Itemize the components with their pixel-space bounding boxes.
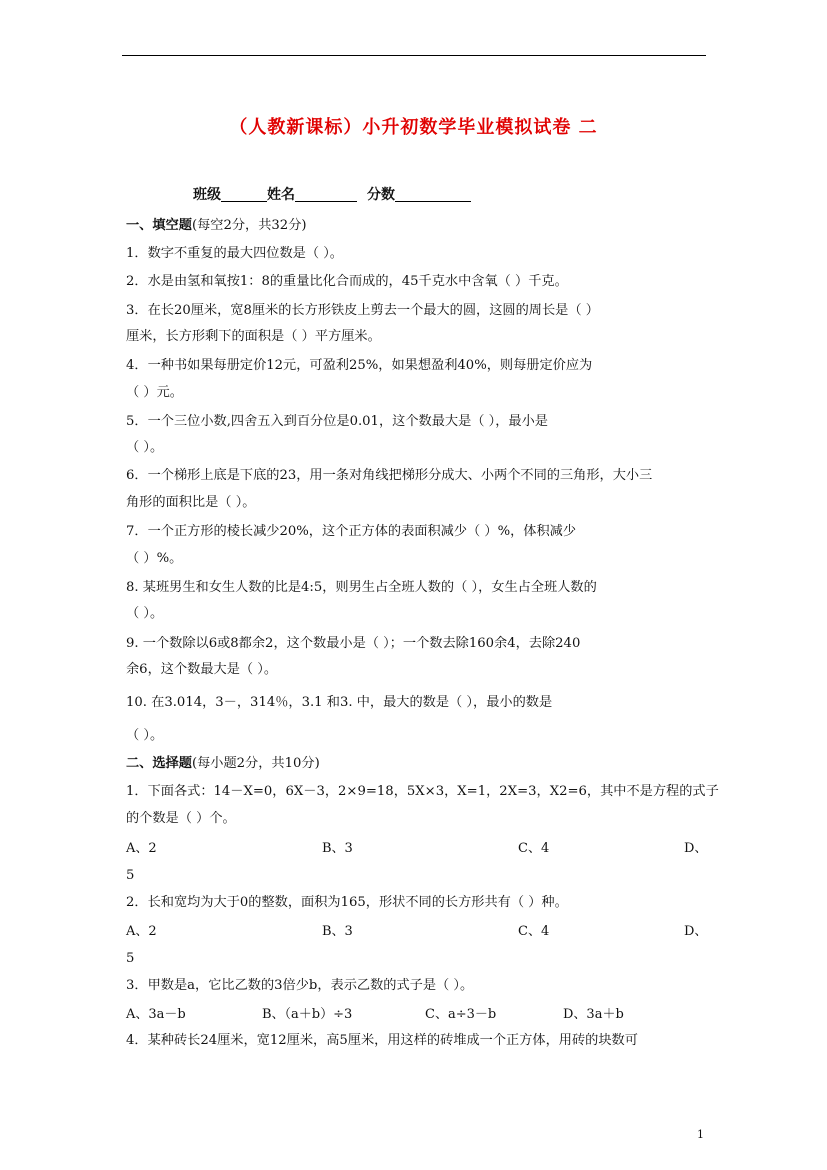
question-line: （ ）%。	[126, 551, 183, 566]
question-line: 3．在长20厘米，宽8厘米的长方形铁皮上剪去一个最大的圆，这圆的周长是（ ）	[126, 303, 599, 318]
question-line: 1．数字不重复的最大四位数是（ ）。	[126, 246, 343, 261]
option-d-value: 5	[126, 951, 135, 966]
question-line: 10. 在3.014，3－，314％，3.1 和3. 中，最大的数是（ ），最小的数是	[126, 695, 553, 710]
question-line: 角形的面积比是（ ）。	[126, 495, 256, 510]
question-line: 4．某种砖长24厘米，宽12厘米，高5厘米，用这样的砖堆成一个正方体，用砖的块数可	[126, 1033, 638, 1048]
section-heading: 一、填空题(每空2分，共32分)	[126, 218, 307, 233]
option-c: C、a÷3－b	[425, 1007, 497, 1022]
option-c: C、4	[518, 841, 550, 856]
name-label: 姓名	[267, 187, 295, 203]
question-line: 9. 一个数除以6或8都余2，这个数最小是（ ）；一个数去除160余4，去除240	[126, 636, 581, 651]
score-label: 分数	[367, 187, 395, 203]
option-a: A、2	[126, 924, 157, 939]
score-blank	[395, 187, 471, 202]
option-d: D、	[684, 924, 708, 939]
class-blank	[221, 187, 267, 202]
question-line: 6．一个梯形上底是下底的23，用一条对角线把梯形分成大、小两个不同的三角形，大小三	[126, 468, 653, 483]
option-b: B、3	[322, 924, 353, 939]
option-a: A、3a－b	[126, 1007, 186, 1022]
page-title: （人教新课标）小升初数学毕业模拟试卷 二	[229, 117, 598, 138]
question-line: 余6，这个数最大是（ ）。	[126, 662, 278, 677]
question-line: 2．水是由氢和氧按1：8的重量比化合而成的，45千克水中含氧（ ）千克。	[126, 274, 568, 289]
question-line: 5．一个三位小数,四舍五入到百分位是0.01，这个数最大是（ ），最小是	[126, 414, 548, 429]
name-blank	[295, 187, 357, 202]
header-rule	[122, 55, 706, 56]
page-number: 1	[697, 1128, 704, 1141]
option-c: C、4	[518, 924, 550, 939]
question-line: 1．下面各式：14－X=0，6X－3，2×9=18，5X×3，X=1，2X=3，X2=6，其中不是方程的式子	[126, 784, 719, 799]
question-line: 2．长和宽均为大于0的整数，面积为165，形状不同的长方形共有（ ）种。	[126, 895, 568, 910]
option-d-value: 5	[126, 868, 135, 883]
question-line: （ ）。	[126, 440, 164, 455]
option-b: B、（a＋b）÷3	[262, 1007, 353, 1022]
student-info	[193, 184, 471, 204]
question-line: （ ）。	[126, 728, 164, 743]
question-line: 厘米，长方形剩下的面积是（ ）平方厘米。	[126, 329, 381, 344]
question-line: （ ）。	[126, 606, 164, 621]
question-line: （ ）元。	[126, 385, 183, 400]
question-line: 7．一个正方形的棱长减少20%，这个正方体的表面积减少（ ）%，体积减少	[126, 524, 577, 539]
question-line: 4．一种书如果每册定价12元，可盈利25%，如果想盈利40%，则每册定价应为	[126, 358, 593, 373]
option-d: D、3a＋b	[563, 1007, 624, 1022]
option-d: D、	[684, 841, 708, 856]
question-line: 3．甲数是a，它比乙数的3倍少b，表示乙数的式子是（ ）。	[126, 978, 474, 993]
question-line: 的个数是（ ）个。	[126, 811, 236, 826]
option-b: B、3	[322, 841, 353, 856]
class-label: 班级	[193, 187, 221, 203]
section-heading: 二、选择题(每小题2分，共10分)	[126, 756, 320, 771]
option-a: A、2	[126, 841, 157, 856]
question-line: 8. 某班男生和女生人数的比是4:5，则男生占全班人数的（ ），女生占全班人数的	[126, 580, 597, 595]
